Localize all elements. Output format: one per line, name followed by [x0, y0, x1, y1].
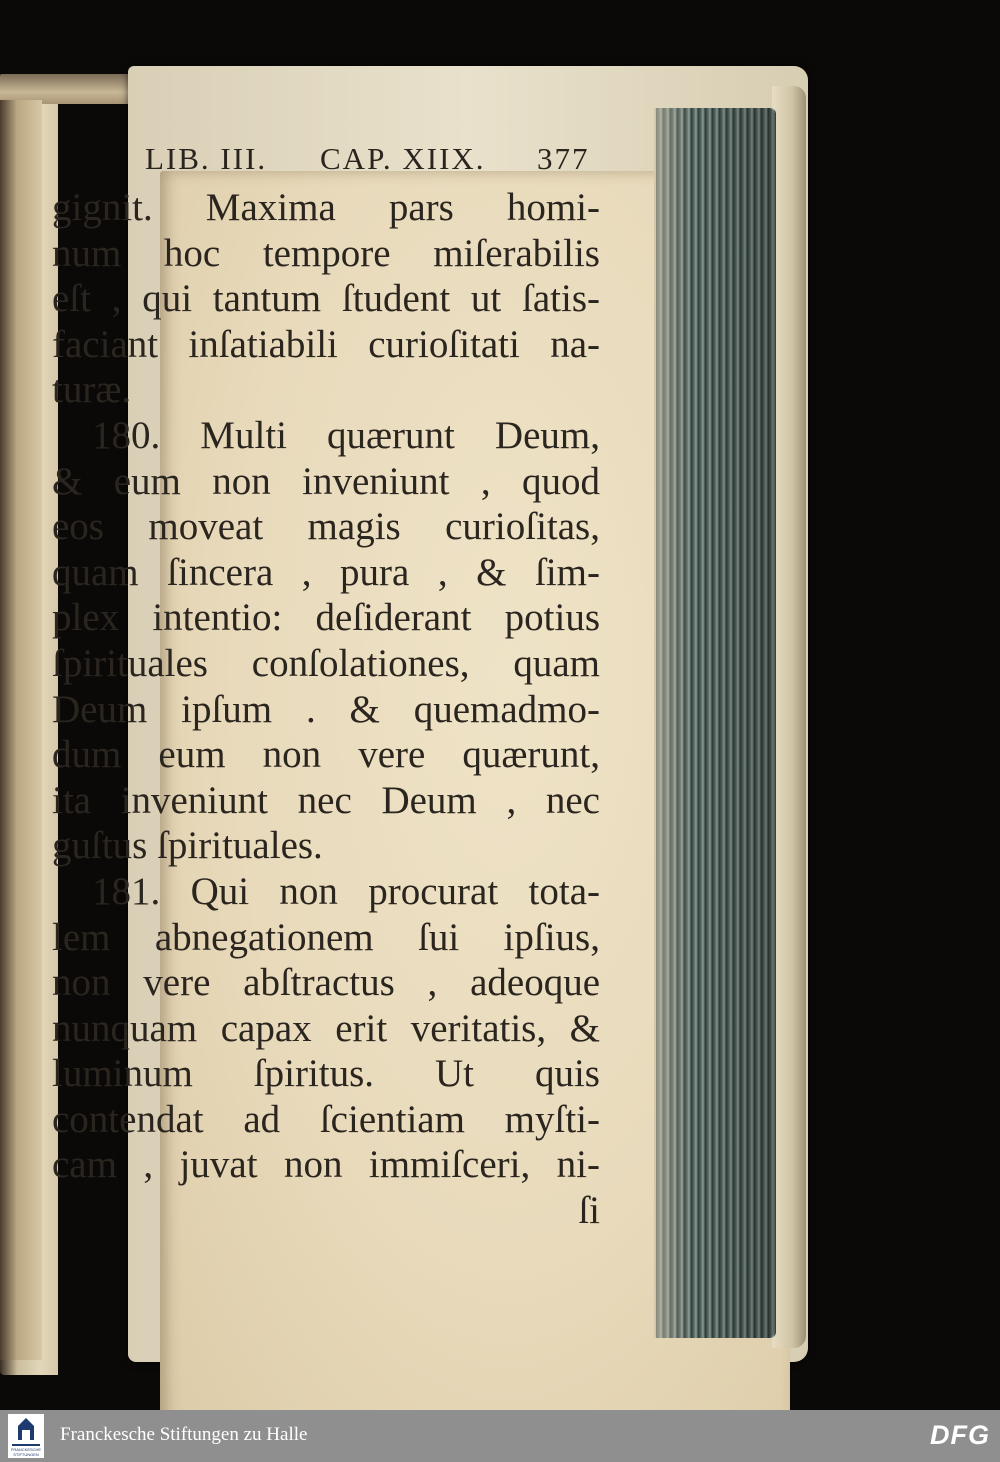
text-line: cam , juvat non immiſceri, ni- [52, 1143, 600, 1187]
text-line: lem abnegationem ſui ipſius, [52, 915, 600, 959]
svg-text:FRANCKESCHE: FRANCKESCHE [10, 1447, 42, 1452]
institution-logo-icon [8, 1414, 44, 1458]
catchword: ſi [578, 1189, 600, 1233]
running-header [145, 141, 605, 181]
text-line: eſt , qui tantum ſtudent ut ſatis- [52, 277, 600, 321]
dfg-logo[interactable]: DFG [930, 1420, 990, 1450]
text-line: ita inveniunt nec Deum , nec [52, 778, 600, 822]
text-line: plex intentio: deſiderant potius [52, 596, 600, 640]
svg-text:STIFTUNGEN: STIFTUNGEN [13, 1452, 39, 1457]
text-line: turæ. [52, 368, 132, 412]
text-line: 181. Qui non procurat tota- [92, 869, 600, 913]
text-line: faciant inſatiabili curioſitati na- [52, 322, 600, 366]
page-number: 377 [537, 141, 590, 176]
text-line: num hoc tempore miſerabilis [52, 231, 600, 275]
text-line: dum eum non vere quærunt, [52, 733, 600, 777]
text-line: Deum ipſum . & quemadmo- [52, 687, 600, 731]
page-text [52, 185, 600, 1234]
institution-name[interactable]: Franckesche Stiftungen zu Halle [60, 1424, 308, 1445]
header-chapter: CAP. XIIX. [320, 141, 486, 176]
header-book: LIB. III. [145, 141, 268, 176]
page-edges-shade [654, 108, 774, 1338]
text-line: eos moveat magis curioſitas, [52, 505, 600, 549]
text-line: gignit. Maxima pars homi- [52, 186, 600, 229]
text-line: ſpirituales conſolationes, quam [52, 641, 600, 685]
text-line: & eum non inveniunt , quod [52, 459, 600, 503]
text-line: 180. Multi quærunt Deum, [92, 413, 600, 457]
text-line: luminum ſpiritus. Ut quis [52, 1052, 600, 1096]
text-line: guſtus ſpirituales. [52, 824, 323, 868]
page-gutter [0, 100, 42, 1360]
vellum-binding-right [772, 86, 806, 1348]
viewer-footer [0, 1410, 1000, 1462]
text-line: nunquam capax erit veritatis, & [52, 1006, 600, 1050]
text-line: quam ſincera , pura , & ſim- [52, 550, 600, 594]
text-line: contendat ad ſcientiam myſti- [52, 1097, 600, 1141]
text-line: non vere abſtractus , adeoque [52, 961, 600, 1005]
